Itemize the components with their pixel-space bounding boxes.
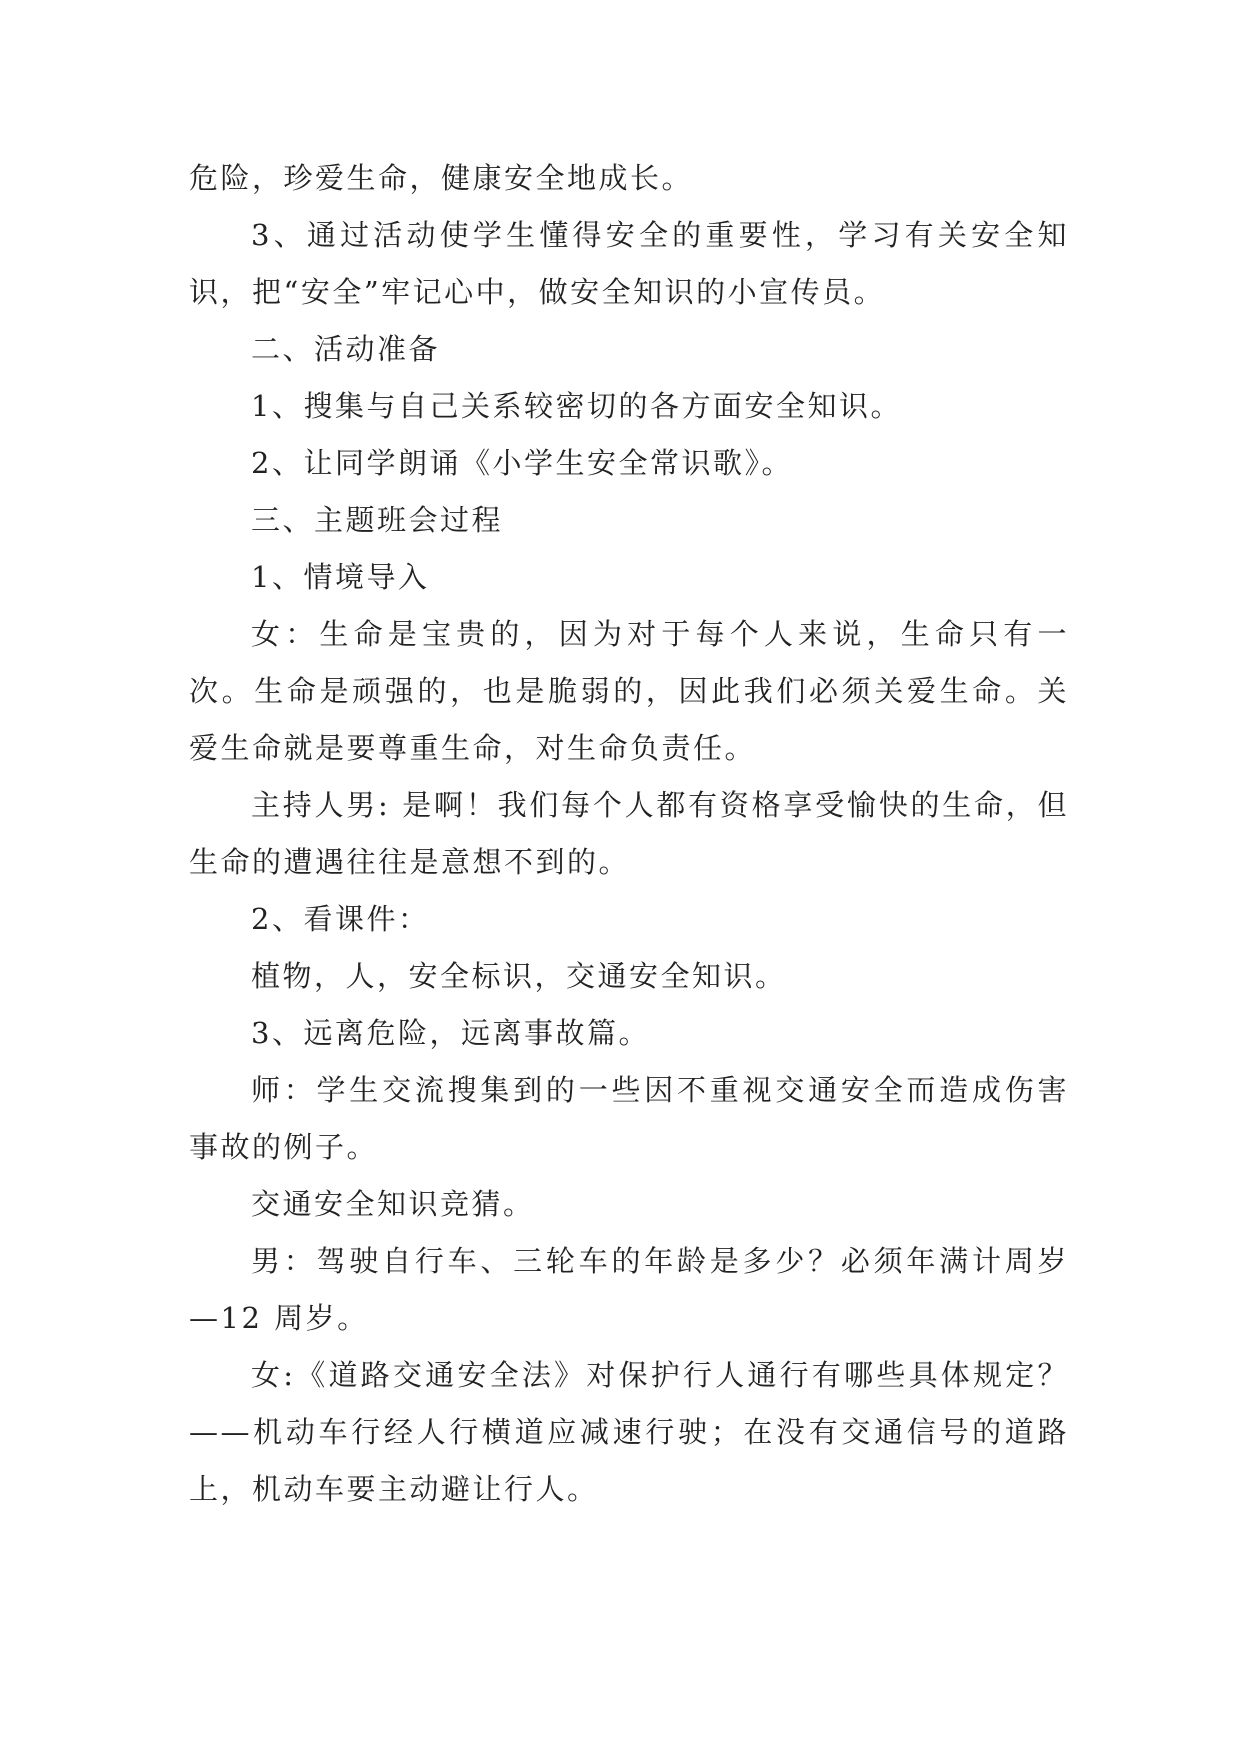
paragraph: 男：驾驶自行车、三轮车的年龄是多少？必须年满计周岁—12 周岁。 <box>189 1244 1069 1335</box>
subsection-heading: 3、远离危险，远离事故篇。 <box>251 1016 650 1050</box>
paragraph: 主持人男: 是啊！我们每个人都有资格享受愉快的生命，但生命的遭遇往往是意想不到的。 <box>189 788 1069 879</box>
body-text <box>189 150 1069 1518</box>
section-heading: 二、活动准备 <box>251 332 441 366</box>
paragraph: 女：生命是宝贵的，因为对于每个人来说，生命只有一次。生命是顽强的，也是脆弱的，因此我们必须关爱生命。关爱生命就是要尊重生命，对生命负责任。 <box>189 617 1069 765</box>
paragraph: 植物，人，安全标识，交通安全知识。 <box>251 959 787 993</box>
subsection-heading: 2、看课件： <box>251 902 430 936</box>
paragraph: 女:《道路交通安全法》对保护行人通行有哪些具体规定？——机动车行经人行横道应减速行驶；在没有交通信号的道路上，机动车要主动避让行人。 <box>189 1358 1069 1506</box>
paragraph: 3、通过活动使学生懂得安全的重要性，学习有关安全知识，把“安全”牢记心中，做安全知识的小宣传员。 <box>189 218 1069 309</box>
section-heading: 三、主题班会过程 <box>251 503 504 537</box>
list-item: 2、让同学朗诵《小学生安全常识歌》。 <box>251 446 793 480</box>
list-item: 1、搜集与自己关系较密切的各方面安全知识。 <box>251 389 902 423</box>
paragraph: 交通安全知识竞猜。 <box>251 1187 535 1221</box>
paragraph: 师：学生交流搜集到的一些因不重视交通安全而造成伤害事故的例子。 <box>189 1073 1069 1164</box>
subsection-heading: 1、情境导入 <box>251 560 430 594</box>
paragraph: 危险，珍爱生命，健康安全地成长。 <box>189 161 694 195</box>
